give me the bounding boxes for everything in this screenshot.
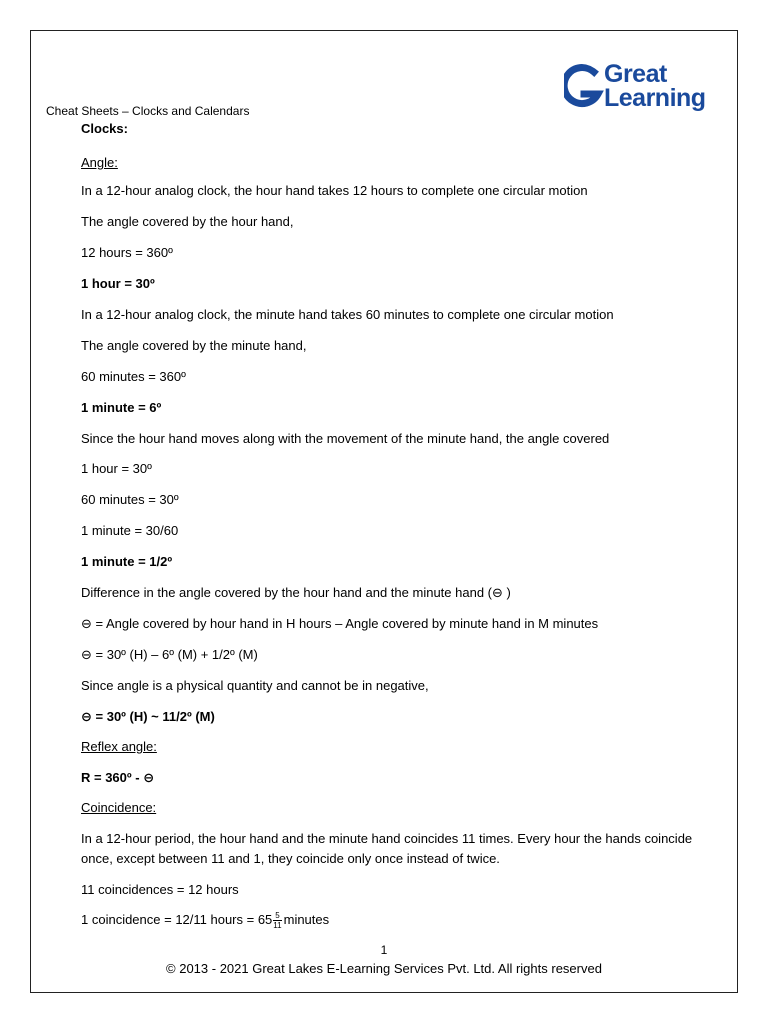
coincidence-heading: Coincidence: (81, 800, 157, 815)
text-line: 1 minute = 30/60 (81, 523, 179, 538)
fraction-denominator: 11 (273, 921, 282, 930)
coincidence-paragraph: In a 12-hour period, the hour hand and the minute hand coincides 11 times. Every hour the hands coincide once, except between 11 and 1, they coincide only once instead of twice. (81, 831, 693, 866)
great-learning-logo (564, 62, 714, 118)
fraction-numerator: 5 (275, 911, 280, 920)
formula-prefix: 1 coincidence = 12/11 hours = 65 (81, 911, 273, 927)
text-line: 1 hour = 30º (81, 461, 152, 476)
text-line: The angle covered by the minute hand, (81, 338, 307, 353)
text-line: Difference in the angle covered by the hour hand and the minute hand (⊖ ) (81, 585, 511, 600)
header-title: Cheat Sheets – Clocks and Calendars (46, 104, 250, 118)
text-line: ⊖ = Angle covered by hour hand in H hours – Angle covered by minute hand in M minutes (81, 616, 599, 631)
copyright-footer: © 2013 - 2021 Great Lakes E-Learning Services Pvt. Ltd. All rights reserved (166, 961, 602, 976)
text-line: 60 minutes = 360º (81, 369, 186, 384)
logo-line-1: Great (604, 60, 667, 88)
reflex-formula: R = 360º - ⊖ (81, 770, 155, 785)
angle-heading: Angle: (81, 155, 118, 170)
fraction (273, 911, 281, 930)
text-line: ⊖ = 30º (H) – 6º (M) + 1/2º (M) (81, 647, 258, 662)
coincidence-formula (81, 911, 329, 930)
text-line: In a 12-hour analog clock, the hour hand takes 12 hours to complete one circular motion (81, 183, 588, 198)
page-number: 1 (380, 943, 388, 957)
text-line: 11 coincidences = 12 hours (81, 882, 239, 897)
text-line: 60 minutes = 30º (81, 492, 179, 507)
text-line: In a 12-hour analog clock, the minute hand takes 60 minutes to complete one circular motion (81, 307, 614, 322)
text-line: 12 hours = 360º (81, 245, 173, 260)
text-line-bold: 1 hour = 30º (81, 276, 155, 291)
clocks-heading: Clocks: (81, 121, 128, 136)
g-logo-icon (564, 64, 604, 116)
text-line: Since the hour hand moves along with the movement of the minute hand, the angle covered (81, 431, 610, 446)
logo-line-2: Learning (604, 84, 706, 112)
formula-suffix: minutes (283, 911, 330, 927)
reflex-angle-heading: Reflex angle: (81, 739, 157, 754)
text-line-bold: 1 minute = 6º (81, 400, 162, 415)
text-line: The angle covered by the hour hand, (81, 214, 294, 229)
text-line-bold: ⊖ = 30º (H) ~ 11/2º (M) (81, 709, 215, 724)
text-line-bold: 1 minute = 1/2º (81, 554, 173, 569)
text-line: Since angle is a physical quantity and cannot be in negative, (81, 678, 429, 693)
